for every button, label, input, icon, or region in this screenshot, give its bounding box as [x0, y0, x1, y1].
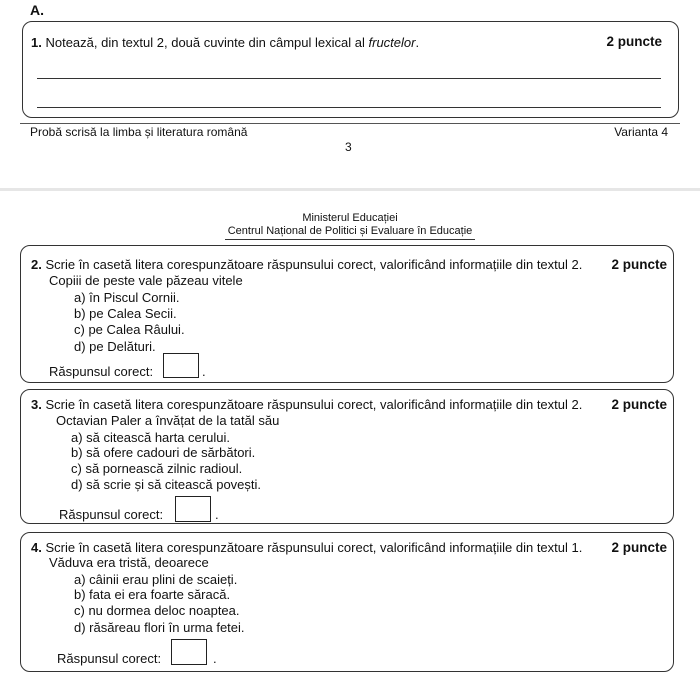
- answer-label: Răspunsul corect:: [57, 651, 162, 666]
- page-separator: [0, 188, 700, 191]
- answer-box[interactable]: [171, 639, 207, 665]
- answer-label: Răspunsul corect:: [59, 507, 164, 522]
- option-d: d) să scrie și să citească povești.: [71, 477, 262, 492]
- question-number: 4.: [31, 540, 42, 555]
- question-stem: Văduva era tristă, deoarece: [49, 555, 209, 570]
- option-d: d) răsăreau flori în urma fetei.: [74, 620, 245, 635]
- question-stem: Copiii de peste vale păzeau vitele: [49, 273, 243, 288]
- answer-box[interactable]: [175, 496, 211, 522]
- question-number: 1.: [31, 35, 42, 50]
- answer-line-2[interactable]: [37, 107, 661, 108]
- question-1-text-end: .: [415, 35, 420, 50]
- question-3-box: [20, 389, 674, 524]
- answer-label: Răspunsul corect:: [49, 364, 154, 379]
- points-label: 2 puncte: [611, 257, 667, 272]
- question-instruction: Scrie în casetă litera corespunzătoare răspunsului corect, valorificând informațiile din textul 1.: [45, 540, 583, 555]
- question-1-text-italic: fructelor: [368, 35, 416, 50]
- option-a: a) în Piscul Cornii.: [74, 290, 180, 305]
- question-1-box: [22, 21, 679, 118]
- question-2-box: [20, 245, 674, 383]
- question-instruction: Scrie în casetă litera corespunzătoare răspunsului corect, valorificând informațiile din textul 2.: [45, 257, 583, 272]
- option-b: b) să ofere cadouri de sărbători.: [71, 445, 256, 460]
- footer-variant: Varianta 4: [614, 125, 668, 139]
- option-c: c) să pornească zilnic radioul.: [71, 461, 243, 476]
- answer-dot: .: [215, 507, 219, 522]
- option-a: a) să citească harta cerului.: [71, 430, 230, 445]
- points-label: 2 puncte: [611, 540, 667, 555]
- option-c: c) nu dormea deloc noaptea.: [74, 603, 240, 618]
- answer-line-1[interactable]: [37, 78, 661, 79]
- question-4-box: [20, 532, 674, 672]
- footer-rule: [20, 123, 680, 124]
- question-1-text: [31, 35, 419, 50]
- section-label: A.: [30, 2, 44, 18]
- option-c: c) pe Calea Râului.: [74, 322, 185, 337]
- option-b: b) pe Calea Secii.: [74, 306, 177, 321]
- question-4-text: [31, 540, 582, 555]
- question-3-text: [31, 397, 582, 412]
- question-number: 2.: [31, 257, 42, 272]
- question-number: 3.: [31, 397, 42, 412]
- question-2-text: [31, 257, 582, 272]
- points-label: 2 puncte: [606, 34, 662, 49]
- answer-box[interactable]: [163, 353, 199, 378]
- page-number: 3: [345, 140, 352, 154]
- header-ministry: Ministerul Educației: [302, 212, 398, 224]
- header-rule: [225, 239, 475, 240]
- option-b: b) fata ei era foarte săracă.: [74, 587, 231, 602]
- points-label: 2 puncte: [611, 397, 667, 412]
- header-center: Centrul Național de Politici și Evaluare în Educație: [227, 225, 473, 237]
- question-instruction: Scrie în casetă litera corespunzătoare răspunsului corect, valorificând informațiile din textul 2.: [45, 397, 583, 412]
- answer-dot: .: [213, 651, 217, 666]
- option-d: d) pe Delături.: [74, 339, 156, 354]
- answer-dot: .: [202, 364, 206, 379]
- question-stem: Octavian Paler a învățat de la tatăl său: [56, 413, 280, 428]
- question-1-text-main: Notează, din textul 2, două cuvinte din câmpul lexical al: [45, 35, 369, 50]
- footer-subject: Probă scrisă la limba și literatura română: [30, 125, 248, 139]
- option-a: a) câinii erau plini de scaieți.: [74, 572, 238, 587]
